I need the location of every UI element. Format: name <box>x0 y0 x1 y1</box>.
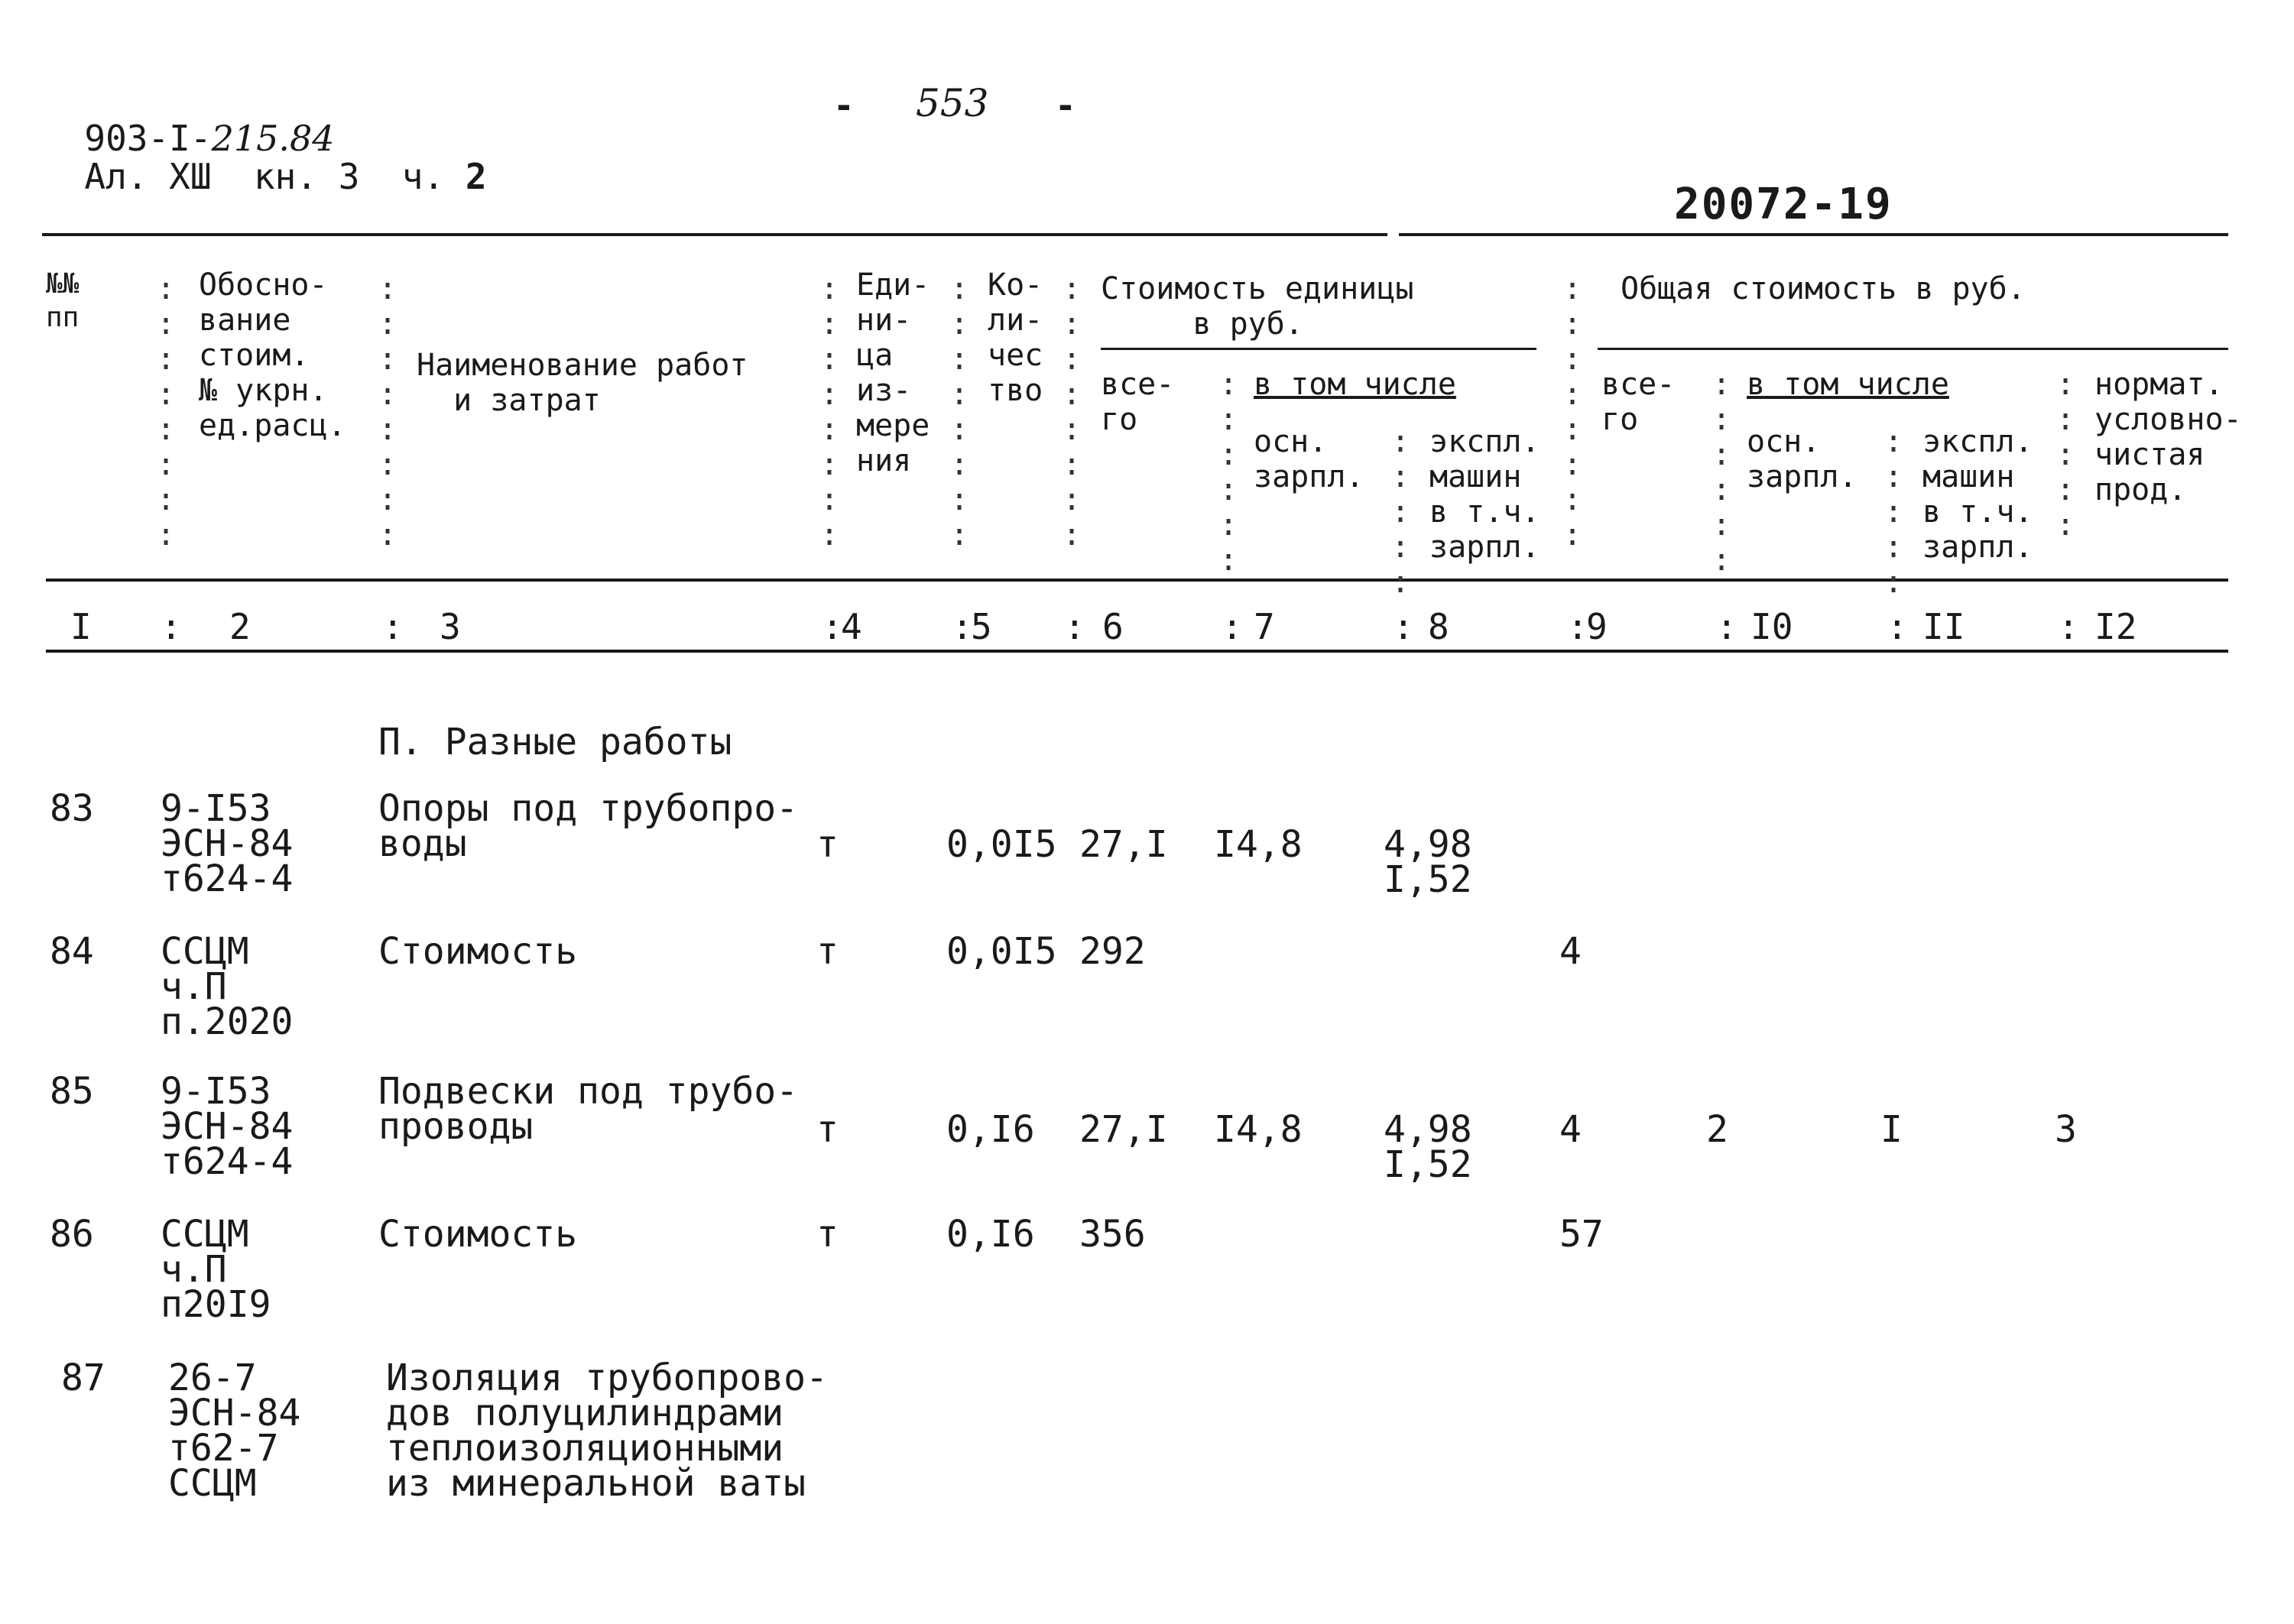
row-unit-machines: 4,98 I,52 <box>1384 823 1472 901</box>
row-number: 85 <box>50 1070 94 1113</box>
separator-dots: : : : : : : : : <box>157 271 176 553</box>
row-quantity: 0,I6 <box>946 1108 1035 1151</box>
column-number: 6 <box>1102 606 1124 647</box>
header-total-cost: Общая стоимость в руб. <box>1621 271 2026 306</box>
column-number: 5 <box>971 606 992 647</box>
column-number: 4 <box>841 606 862 647</box>
document-code-prefix: 903-I- <box>84 118 212 159</box>
row-unit: т <box>816 930 839 973</box>
header-col-basis: Обосно- вание стоим. № укрн. ед.расц. <box>199 267 346 443</box>
column-number: 8 <box>1428 606 1449 647</box>
document-part: 2 <box>465 156 487 197</box>
row-name: Изоляция трубопрово- дов полуцилиндрами теплоизоляционными из минеральной ваты <box>386 1357 828 1505</box>
row-number: 86 <box>50 1213 94 1256</box>
row-norm-product: 3 <box>2055 1108 2077 1151</box>
column-number: 2 <box>229 606 251 647</box>
table-top-rule-right <box>1399 233 2228 236</box>
separator-dots: : : : : : : : : <box>1063 271 1082 553</box>
row-quantity: 0,I6 <box>946 1213 1035 1256</box>
row-number: 83 <box>50 787 94 830</box>
header-col-number: №№ пп <box>46 268 79 333</box>
row-total: 4 <box>1559 1108 1582 1151</box>
row-quantity: 0,0I5 <box>946 823 1057 866</box>
sheet-code: 20072-19 <box>1674 180 1893 229</box>
header-unit-machines: экспл. машин в т.ч. зарпл. <box>1429 424 1540 565</box>
row-basis: 9-I53 ЭСН-84 т624-4 <box>161 787 294 900</box>
header-total-incl: в том числе <box>1747 367 1949 402</box>
header-col-name: Наименование работ и затрат <box>417 348 748 418</box>
column-number-separator: : <box>2058 606 2079 647</box>
header-norm-product: нормат. условно- чистая прод. <box>2094 367 2242 507</box>
page-dash-right: - <box>1055 85 1076 126</box>
separator-dots: : : : : : <box>1884 424 1903 600</box>
row-unit-wage: I4,8 <box>1214 1108 1303 1151</box>
header-total-wage: осн. зарпл. <box>1747 424 1858 494</box>
column-number-separator: : <box>822 606 843 647</box>
separator-dots: : : : : : : <box>1219 367 1238 578</box>
row-total-machines: I <box>1880 1108 1903 1151</box>
header-col-quantity: Ко- ли- чес тво <box>988 267 1043 408</box>
header-unit-cost: Стоимость единицы в руб. <box>1101 271 1414 342</box>
header-col-unit: Еди- ни- ца из- мере ния <box>856 267 930 478</box>
row-name: Стоимость <box>378 930 578 973</box>
column-number-separator: : <box>1064 606 1085 647</box>
column-number-separator: : <box>952 606 973 647</box>
separator-dots: : : : : : : : : <box>950 271 969 553</box>
column-number-separator: : <box>1567 606 1588 647</box>
column-number-separator: : <box>1393 606 1414 647</box>
document-volume-text: Ал. ХШ кн. 3 ч. <box>84 156 445 197</box>
separator-dots: : : : : : <box>1391 424 1410 600</box>
column-number: I2 <box>2094 606 2137 647</box>
page-dash-left: - <box>833 85 855 126</box>
separator-dots: : : : : : <box>2056 367 2075 543</box>
column-number: II <box>1922 606 1965 647</box>
row-total: 4 <box>1559 930 1582 973</box>
column-number-separator: : <box>1887 606 1908 647</box>
row-unit: т <box>816 823 839 866</box>
page-number: 553 <box>916 81 989 125</box>
header-unit-incl: в том числе <box>1254 367 1456 402</box>
row-quantity: 0,0I5 <box>946 930 1057 973</box>
separator-dots: : : : : : : : : <box>1563 271 1582 553</box>
header-total-total: все- го <box>1601 367 1676 437</box>
document-volume <box>42 124 487 197</box>
separator-dots: : : : : : : : : <box>820 271 839 553</box>
row-unit-machines: 4,98 I,52 <box>1384 1108 1472 1186</box>
table-top-rule-left <box>42 233 1387 236</box>
total-cost-rule <box>1598 348 2228 350</box>
header-total-machines: экспл. машин в т.ч. зарпл. <box>1922 424 2033 565</box>
column-number-separator: : <box>382 606 404 647</box>
row-unit-total: 356 <box>1079 1213 1146 1256</box>
row-number: 87 <box>61 1357 105 1399</box>
row-unit: т <box>816 1213 839 1256</box>
separator-dots: : : : : : : : : <box>378 271 397 553</box>
row-unit-total: 27,I <box>1079 1108 1168 1151</box>
row-basis: ССЦМ ч.П п.2020 <box>161 930 294 1043</box>
row-unit: т <box>816 1108 839 1151</box>
column-number: I <box>70 606 92 647</box>
row-basis: 9-I53 ЭСН-84 т624-4 <box>161 1070 294 1183</box>
header-unit-total: все- го <box>1101 367 1175 437</box>
row-basis: 26-7 ЭСН-84 т62-7 ССЦМ <box>168 1357 301 1505</box>
row-number: 84 <box>50 930 94 973</box>
row-name: Подвески под трубо- проводы <box>378 1070 799 1148</box>
row-basis: ССЦМ ч.П п20I9 <box>161 1213 271 1326</box>
row-unit-total: 292 <box>1079 930 1146 973</box>
row-unit-total: 27,I <box>1079 823 1168 866</box>
section-title: П. Разные работы <box>378 721 732 763</box>
column-numbers-rule <box>46 650 2228 653</box>
column-number-separator: : <box>161 606 182 647</box>
column-number-separator: : <box>1222 606 1243 647</box>
separator-dots: : : : : : : <box>1712 367 1731 578</box>
row-unit-wage: I4,8 <box>1214 823 1303 866</box>
column-number: I0 <box>1751 606 1793 647</box>
column-number: 7 <box>1254 606 1275 647</box>
row-name: Стоимость <box>378 1213 578 1256</box>
row-total: 57 <box>1559 1213 1604 1256</box>
document-code-handwritten: 215.84 <box>211 118 335 159</box>
unit-cost-rule <box>1101 348 1536 350</box>
row-total-wage: 2 <box>1706 1108 1728 1151</box>
row-name: Опоры под трубопро- воды <box>378 787 799 865</box>
column-number: 3 <box>440 606 461 647</box>
column-number-separator: : <box>1716 606 1738 647</box>
column-number: 9 <box>1586 606 1608 647</box>
header-unit-wage: осн. зарпл. <box>1254 424 1364 494</box>
